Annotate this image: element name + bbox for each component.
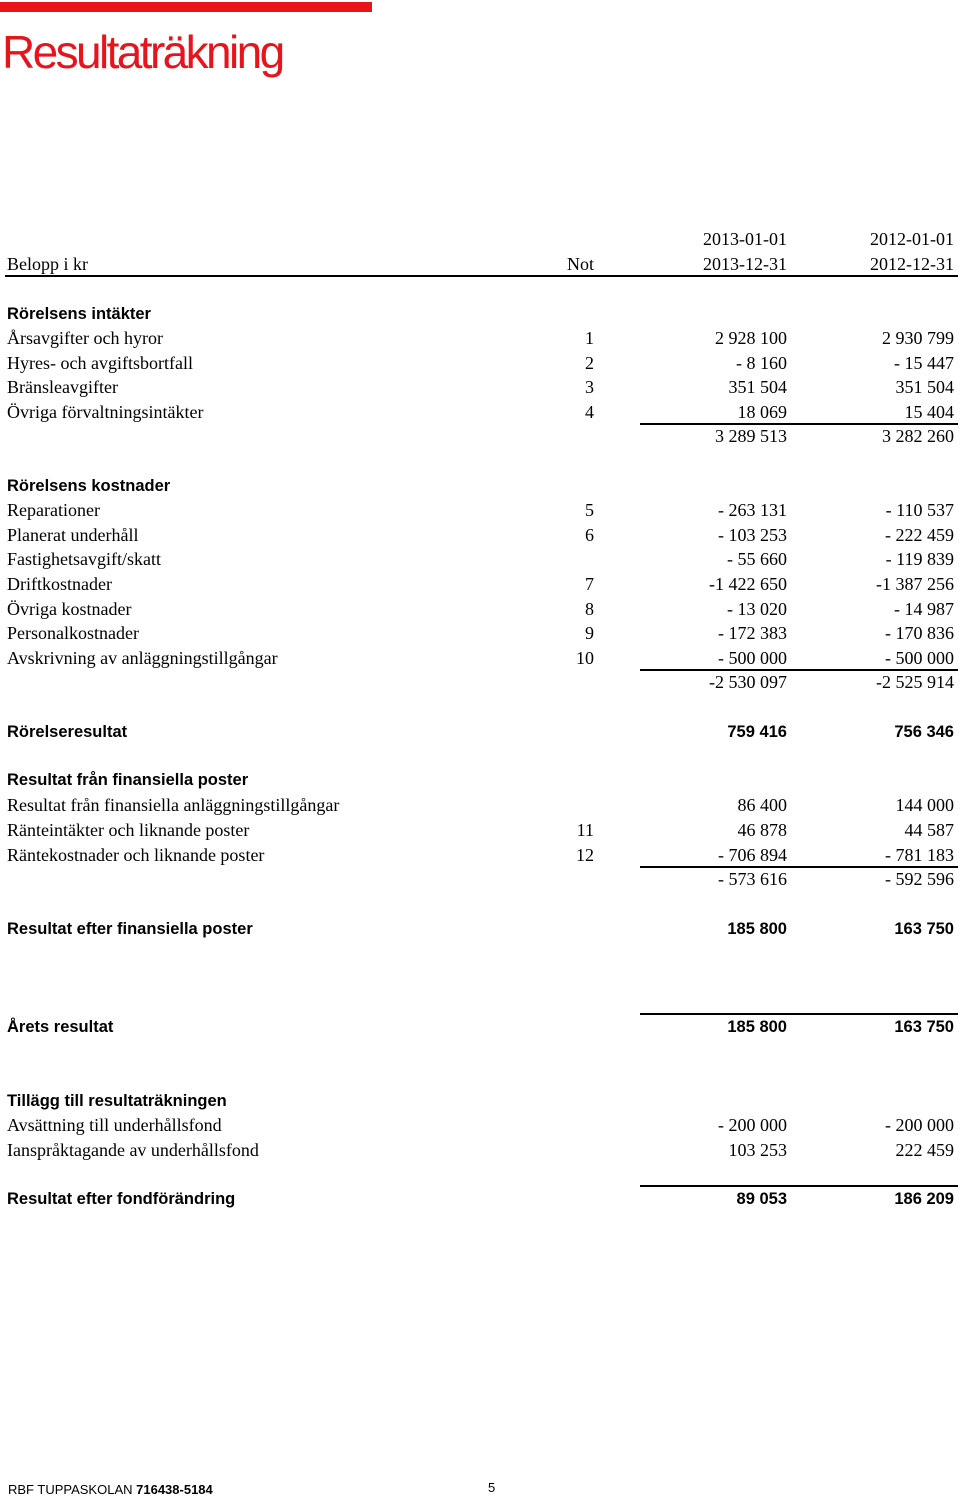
header-rule — [5, 275, 958, 277]
section-heading: Rörelsens intäkter — [7, 305, 151, 323]
table-row: Räntekostnader och liknande poster 12 - 706 894 - 781 183 — [7, 845, 954, 865]
period-current-end: 2013-12-31 — [703, 254, 787, 274]
table-row: Resultat från finansiella anläggningstillgångar 86 400 144 000 — [7, 795, 954, 815]
result-after-financial-row: Resultat efter finansiella poster 185 800 163 750 — [7, 920, 954, 938]
section-heading: Tillägg till resultaträkningen — [7, 1092, 227, 1110]
table-row: Personalkostnader 9 - 172 383 - 170 836 — [7, 623, 954, 643]
amount-unit-label: Belopp i kr — [7, 254, 88, 274]
table-row: Ianspråktagande av underhållsfond 103 253 222 459 — [7, 1140, 954, 1160]
result-after-fund-row: Resultat efter fondförändring 89 053 186 209 — [7, 1190, 954, 1208]
note-column-header: Not — [567, 254, 594, 274]
year-result-row: Årets resultat 185 800 163 750 — [7, 1018, 954, 1036]
footer-org-name: RBF TUPPASKOLAN — [8, 1482, 133, 1497]
page-title: Resultaträkning — [2, 26, 283, 78]
table-row: Avsättning till underhållsfond - 200 000 - 200 000 — [7, 1115, 954, 1135]
table-row: Reparationer 5 - 263 131 - 110 537 — [7, 500, 954, 520]
table-row: Övriga förvaltningsintäkter 4 18 069 15 404 — [7, 402, 954, 422]
table-row: Avskrivning av anläggningstillgångar 10 - 500 000 - 500 000 — [7, 648, 954, 668]
table-row: Övriga kostnader 8 - 13 020 - 14 987 — [7, 599, 954, 619]
section-heading: Rörelsens kostnader — [7, 477, 171, 495]
operating-result-row: Rörelseresultat 759 416 756 346 — [7, 723, 954, 741]
table-row: Planerat underhåll 6 - 103 253 - 222 459 — [7, 525, 954, 545]
subtotal-row: - 573 616 - 592 596 — [718, 869, 954, 889]
section-heading: Resultat från finansiella poster — [7, 771, 249, 789]
table-row: Fastighetsavgift/skatt - 55 660 - 119 839 — [7, 549, 954, 569]
column-header-row-1 — [0, 227, 960, 251]
table-row: Driftkostnader 7 -1 422 650 -1 387 256 — [7, 574, 954, 594]
footer-org-number: 716438-5184 — [136, 1482, 213, 1497]
subtotal-row: -2 530 097 -2 525 914 — [709, 672, 954, 692]
footer-org — [8, 1482, 213, 1498]
table-row: Ränteintäkter och liknande poster 11 46 878 44 587 — [7, 820, 954, 840]
period-current-start: 2013-01-01 — [703, 229, 787, 249]
page-number: 5 — [488, 1480, 496, 1495]
table-row: Bränsleavgifter 3 351 504 351 504 — [7, 377, 954, 397]
table-row: Årsavgifter och hyror 1 2 928 100 2 930 799 — [7, 328, 954, 348]
table-row: Hyres- och avgiftsbortfall 2 - 8 160 - 15 447 — [7, 353, 954, 373]
period-prior-end: 2012-12-31 — [870, 254, 954, 274]
header-accent-bar — [0, 2, 372, 12]
column-header-row-2 — [0, 252, 960, 276]
period-prior-start: 2012-01-01 — [870, 229, 954, 249]
subtotal-row: 3 289 513 3 282 260 — [715, 426, 954, 446]
